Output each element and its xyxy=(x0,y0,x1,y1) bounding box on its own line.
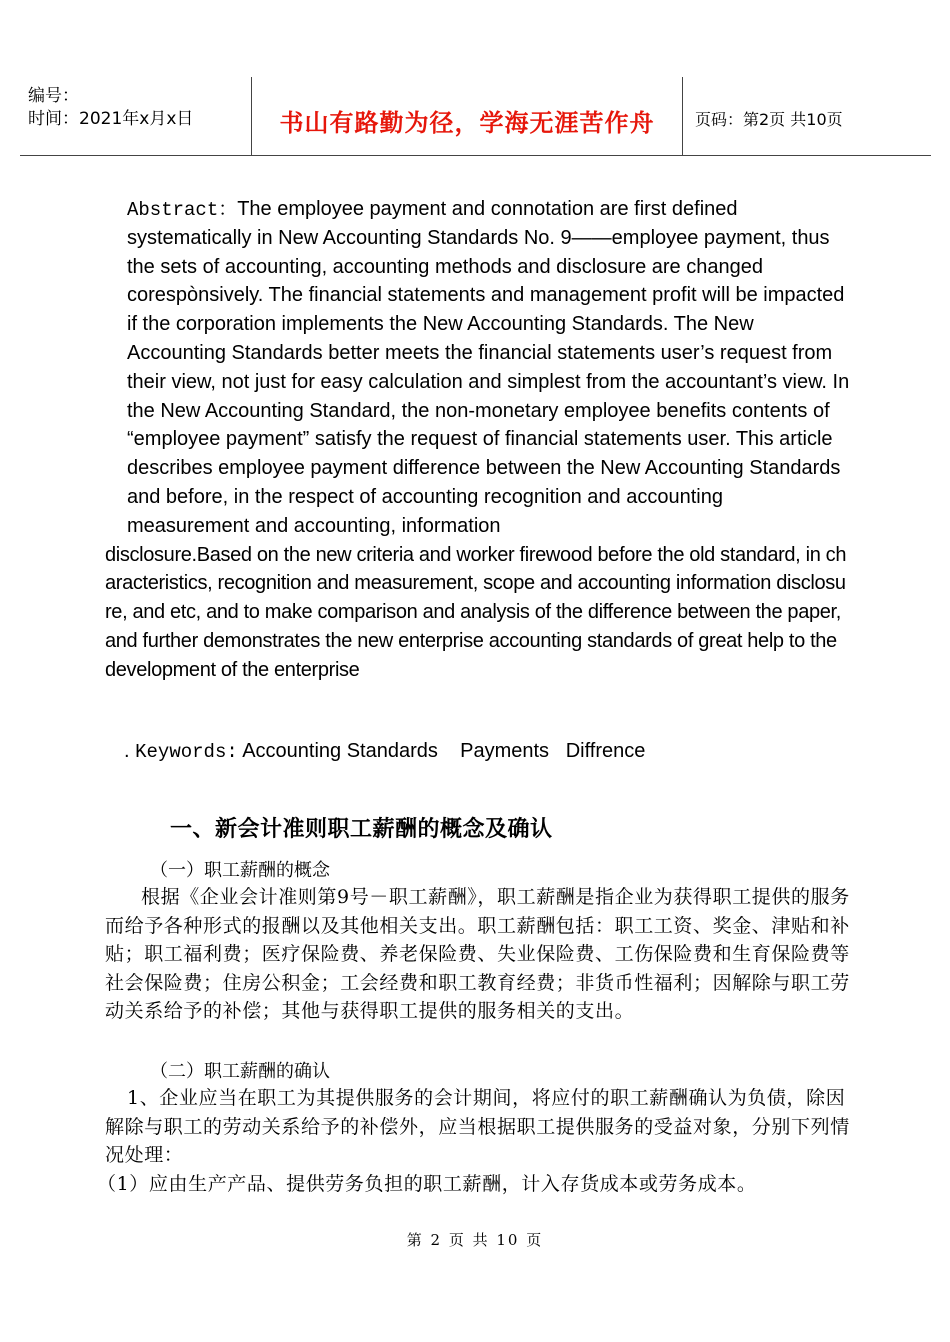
page-header xyxy=(20,77,931,156)
header-meta-cell xyxy=(20,77,252,155)
document-number-label: 编号： xyxy=(28,86,79,106)
document-time-label: 时间：2021年x月x日 xyxy=(28,109,194,129)
subsection-heading-recognition: （二）职工薪酬的确认 xyxy=(150,1061,330,1082)
concept-paragraph xyxy=(105,883,850,1026)
abstract-paragraph-1 xyxy=(105,194,850,541)
header-motto: 书山有路勤为径，学海无涯苦作舟 xyxy=(279,109,655,137)
abstract-label: Abstract： xyxy=(127,199,238,221)
recognition-text: 1、企业应当在职工为其提供服务的会计期间，将应付的职工薪酬确认为负债，除因解除与职工的劳动关系给予的补偿外，应当根据职工提供服务的受益对象，分别下列情况处理： xyxy=(105,1087,850,1166)
page-footer: 第 2 页 共 10 页 xyxy=(406,1231,544,1249)
concept-text: 根据《企业会计准则第9号－职工薪酬》，职工薪酬是指企业为获得职工提供的服务而给予各种形式的报酬以及其他相关支出。职工薪酬包括：职工工资、奖金、津贴和补贴；职工福利费；医疗保险费、养老保险费、失业保险费、工伤保险费和生育保险费等社会保险费；住房公积金；工会经费和职工教育经费；非货币性福利；因解除与职工劳动关系给予的补偿；其他与获得职工提供的服务相关的支出。 xyxy=(105,886,850,1022)
abstract-paragraph-2: disclosure.Based on the new criteria and worker firewood before the old standard, in characteristics, recognition and measurement, scope and accounting information disclosure, and etc, and to make comparison and analysis of the difference between the paper, and further demonstrates the new enterprise accounting standards of great help to the development of the enterprise xyxy=(105,543,847,681)
abstract-section xyxy=(105,194,850,685)
keywords-label: Keywords: xyxy=(135,741,238,763)
header-page-cell xyxy=(683,77,931,155)
abstract-text-1: The employee payment and connotation are first defined systematically in New Accounting Standards No. 9——employee payment, thus the sets of accounting, accounting methods and disclosure are changed corespònsively. The financial statements and management profit will be impacted if the corporation implements the New Accounting Standards. The New Accounting Standards better meets the financial statements user’s request from their view, not just for easy calculation and simplest from the accountant’s view. In the New Accounting Standard, the non-monetary employee benefits contents of “employee payment” satisfy the request of financial statements user. This article describes employee payment difference between the New Accounting Standards and before, in the respect of accounting recognition and accounting measurement and accounting, information xyxy=(127,198,850,537)
header-page-info: 页码：第2页 共10页 xyxy=(695,110,843,129)
recognition-item-1: （1）应由生产产品、提供劳务负担的职工薪酬，计入存货成本或劳务成本。 xyxy=(97,1172,757,1195)
keywords-prefix: . xyxy=(124,740,136,762)
header-motto-cell xyxy=(252,77,683,155)
keywords-value: Accounting Standards Payments Diffrence xyxy=(237,740,646,762)
section-heading: 一、新会计准则职工薪酬的概念及确认 xyxy=(170,816,553,842)
subsection-heading-concept: （一）职工薪酬的概念 xyxy=(150,860,330,881)
keywords-line xyxy=(124,740,645,763)
recognition-paragraph xyxy=(97,1084,850,1198)
